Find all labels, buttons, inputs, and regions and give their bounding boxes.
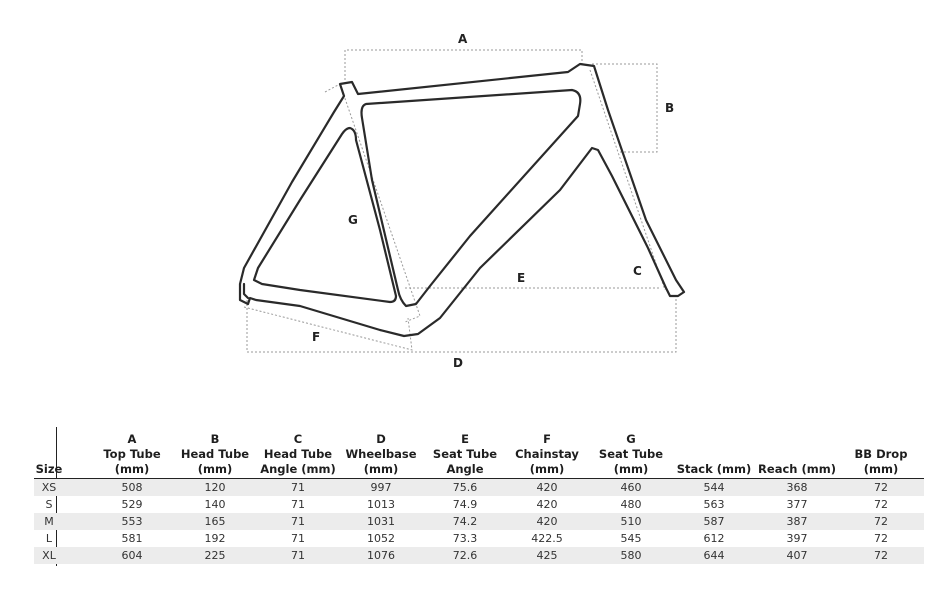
dim-c-head-angle (590, 70, 665, 290)
table-row (34, 496, 924, 513)
header-head-tube (177, 432, 253, 477)
header-line: F (543, 432, 551, 446)
header-line: Reach (mm) (758, 462, 836, 476)
cell-head-tube: 165 (204, 515, 226, 528)
rear-dropout (244, 284, 248, 298)
cell-head-tube-angle: 71 (291, 498, 305, 511)
cell-top-tube: 553 (121, 515, 143, 528)
cell-reach: 368 (786, 481, 808, 494)
rear-triangle-inner (254, 128, 396, 302)
table-row (34, 530, 924, 547)
label-d: D (453, 356, 463, 370)
header-line: (mm) (114, 462, 150, 476)
header-line: BB Drop (854, 447, 908, 461)
cell-seat-tube-angle: 75.6 (452, 481, 478, 494)
dimension-labels (312, 32, 674, 370)
cell-bb-drop: 72 (874, 481, 888, 494)
header-line: (mm) (529, 462, 565, 476)
cell-seat-tube-angle: 72.6 (452, 549, 478, 562)
cell-head-tube-angle: 71 (291, 481, 305, 494)
header-top-tube (94, 432, 170, 477)
cell-stack: 612 (703, 532, 725, 545)
cell-size: S (45, 498, 53, 511)
header-line: Head Tube (180, 447, 250, 461)
cell-head-tube: 192 (204, 532, 226, 545)
cell-size: XL (42, 549, 56, 562)
cell-size: L (45, 532, 53, 545)
header-line: C (293, 432, 303, 446)
cell-reach: 407 (786, 549, 808, 562)
table-row (34, 513, 924, 530)
header-line: Size (35, 462, 63, 476)
header-line: E (461, 432, 469, 446)
cell-bb-drop: 72 (874, 549, 888, 562)
header-line: Seat Tube (598, 447, 664, 461)
table-header (34, 425, 924, 479)
header-line: Stack (mm) (676, 462, 752, 476)
header-reach (757, 462, 837, 477)
header-seat-tube (593, 432, 669, 477)
label-a: A (458, 32, 468, 46)
cell-wheelbase: 1052 (367, 532, 395, 545)
cell-stack: 587 (703, 515, 725, 528)
cell-bb-drop: 72 (874, 498, 888, 511)
cell-wheelbase: 1076 (367, 549, 395, 562)
geometry-table (34, 425, 924, 564)
cell-seat-tube-angle: 74.9 (452, 498, 478, 511)
cell-top-tube: 581 (121, 532, 143, 545)
cell-head-tube: 140 (204, 498, 226, 511)
header-line: (mm) (863, 462, 899, 476)
cell-stack: 563 (703, 498, 725, 511)
header-size (29, 462, 69, 477)
label-e: E (517, 271, 526, 285)
cell-chainstay: 420 (536, 498, 558, 511)
dimension-guides (244, 50, 676, 352)
header-line: (mm) (613, 462, 649, 476)
label-c: C (633, 264, 642, 278)
cell-wheelbase: 1013 (367, 498, 395, 511)
label-g: G (348, 213, 358, 227)
header-seat-tube-angle (427, 432, 503, 477)
header-line: A (127, 432, 137, 446)
header-line: Wheelbase (345, 447, 417, 461)
header-line: D (376, 432, 386, 446)
header-line: (mm) (197, 462, 233, 476)
cell-head-tube-angle: 71 (291, 549, 305, 562)
header-stack (674, 462, 754, 477)
cell-head-tube-angle: 71 (291, 515, 305, 528)
cell-seat-tube: 510 (620, 515, 642, 528)
frame-outline (240, 64, 684, 336)
header-line: Seat Tube (432, 447, 498, 461)
cell-bb-drop: 72 (874, 515, 888, 528)
cell-seat-tube: 545 (620, 532, 642, 545)
cell-seat-tube-angle: 73.3 (452, 532, 478, 545)
cell-reach: 387 (786, 515, 808, 528)
header-bb-drop (846, 447, 916, 477)
label-f: F (312, 330, 321, 344)
cell-top-tube: 604 (121, 549, 143, 562)
cell-chainstay: 422.5 (531, 532, 563, 545)
cell-size: M (44, 515, 54, 528)
cell-bb-drop: 72 (874, 532, 888, 545)
header-line: Top Tube (103, 447, 161, 461)
header-line: G (626, 432, 636, 446)
header-wheelbase (343, 432, 419, 477)
main-triangle-inner (362, 90, 581, 306)
cell-chainstay: 420 (536, 515, 558, 528)
cell-wheelbase: 997 (370, 481, 392, 494)
header-line: (mm) (363, 462, 399, 476)
cell-top-tube: 529 (121, 498, 143, 511)
header-chainstay (509, 432, 585, 477)
cell-reach: 397 (786, 532, 808, 545)
cell-chainstay: 425 (536, 549, 558, 562)
table-body (34, 479, 924, 564)
header-line: Chainstay (515, 447, 579, 461)
header-line: Angle (446, 462, 484, 476)
cell-seat-tube-angle: 74.2 (452, 515, 478, 528)
header-head-tube-angle (258, 432, 338, 477)
cell-reach: 377 (786, 498, 808, 511)
cell-seat-tube: 580 (620, 549, 642, 562)
cell-seat-tube: 480 (620, 498, 642, 511)
cell-head-tube-angle: 71 (291, 532, 305, 545)
cell-seat-tube: 460 (620, 481, 642, 494)
header-line: B (210, 432, 220, 446)
cell-chainstay: 420 (536, 481, 558, 494)
table-row (34, 547, 924, 564)
cell-head-tube: 120 (204, 481, 226, 494)
header-line: Head Tube (263, 447, 333, 461)
cell-top-tube: 508 (121, 481, 143, 494)
cell-stack: 644 (703, 549, 725, 562)
table-row (34, 479, 924, 496)
dim-b-head-tube (592, 64, 657, 152)
header-line: Angle (mm) (260, 462, 336, 476)
frame-outer-contour (240, 64, 684, 336)
cell-head-tube: 225 (204, 549, 226, 562)
cell-wheelbase: 1031 (367, 515, 395, 528)
dim-a-top-tube (345, 50, 582, 80)
cell-size: XS (41, 481, 57, 494)
label-b: B (665, 101, 675, 115)
cell-stack: 544 (703, 481, 725, 494)
